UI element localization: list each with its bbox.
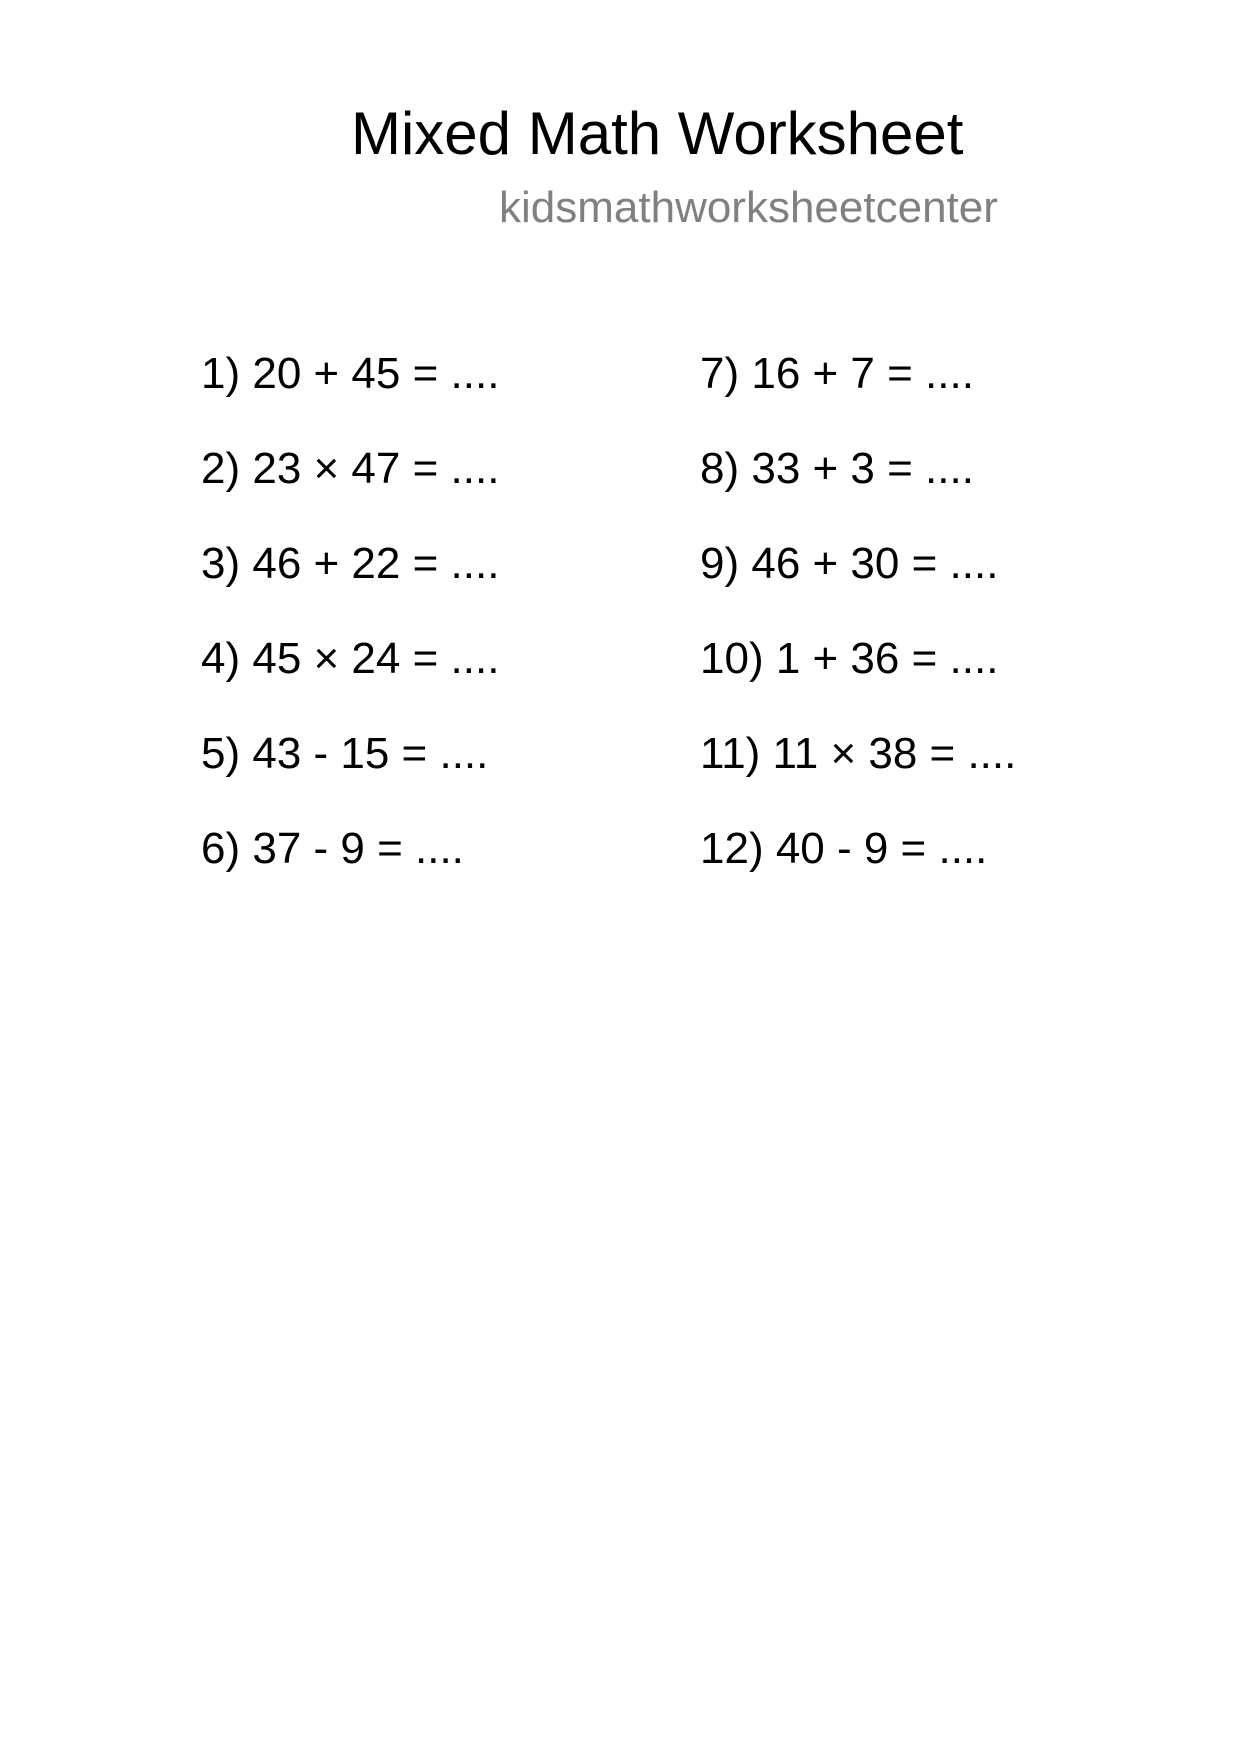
problem-1: 1) 20 + 45 = .... [201,349,500,398]
problem-column-left [201,348,499,918]
problem-12: 12) 40 - 9 = .... [700,824,988,873]
source-website-label: kidsmathworksheetcenter [499,183,998,232]
problem-6: 6) 37 - 9 = .... [201,824,464,873]
problem-4: 4) 45 × 24 = .... [201,634,500,683]
worksheet-title: Mixed Math Worksheet [351,100,964,167]
problem-10: 10) 1 + 36 = .... [700,634,999,683]
problem-7: 7) 16 + 7 = .... [700,349,974,398]
problem-column-right [700,348,1016,918]
problem-2: 2) 23 × 47 = .... [201,444,500,493]
problem-3: 3) 46 + 22 = .... [201,539,500,588]
problem-5: 5) 43 - 15 = .... [201,729,489,778]
problem-11: 11) 11 × 38 = .... [700,729,1017,778]
problem-9: 9) 46 + 30 = .... [700,539,999,588]
problem-8: 8) 33 + 3 = .... [700,444,974,493]
